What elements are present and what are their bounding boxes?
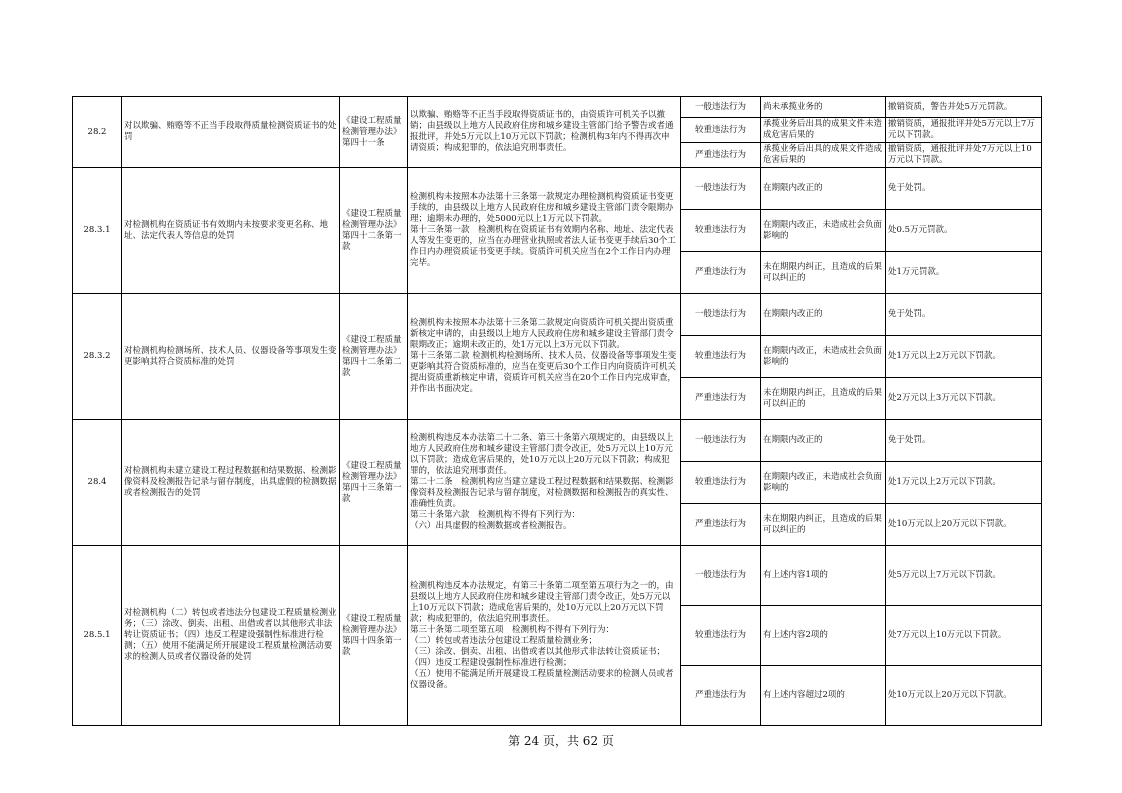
penalty-standard: 处0.5万元罚款。: [886, 210, 1042, 252]
penalty-standard: 处7万元以上10万元以下罚款。: [886, 606, 1042, 666]
violation-item: 对检测机构未建立建设工程过程数据和结果数据、检测影像资料及检测报告记录与留存制度，出具虚假的检测数据或者检测报告的处罚: [122, 420, 340, 546]
penalty-standard: 处5万元以上7万元以下罚款。: [886, 546, 1042, 606]
penalty-standard: 免于处罚。: [886, 168, 1042, 210]
violation-level: 严重违法行为: [681, 378, 761, 420]
circumstance: 未在期限内纠正，且造成的后果可以纠正的: [761, 252, 886, 294]
legal-basis: 《建设工程质量检测管理办法》第四十二条第二款: [340, 294, 408, 420]
clause-paragraph: （四）违反工程建设强制性标准进行检测；: [410, 657, 572, 668]
item-number: 28.2: [73, 97, 122, 168]
violation-level: 一般违法行为: [681, 546, 761, 606]
penalty-standard: 撤销资质，通报批评并处5万元以上7万元以下罚款。: [886, 118, 1042, 143]
table-row: [73, 294, 1042, 336]
clause-paragraph: 第二十二条 检测机构应当建立建设工程过程数据和结果数据、检测影像资料及检测报告记录与留存制度，对检测数据和检测报告的真实性、准确性负责。: [410, 477, 674, 509]
penalty-standard: 免于处罚。: [886, 420, 1042, 462]
penalty-standard: 处1万元以上2万元以下罚款。: [886, 336, 1042, 378]
violation-level: 较重违法行为: [681, 462, 761, 504]
page-number: 第 24 页，共 62 页: [508, 734, 614, 748]
penalty-standard: 免于处罚。: [886, 294, 1042, 336]
clause-paragraph: （二）转包或者违法分包建设工程质量检测业务；: [410, 635, 598, 646]
clause-paragraph: 检测机构未按照本办法第十三条第一款规定办理检测机构资质证书变更手续的，由县级以上地方人民政府住房和城乡建设主管部门责令限期办理；逾期未办理的，处5000元以上1万元以下罚款。: [410, 192, 674, 224]
legal-basis: 《建设工程质量检测管理办法》第四十二条第一款: [340, 168, 408, 294]
violation-item: 对检测机构（二）转包或者违法分包建设工程质量检测业务；（三）涂改、倒卖、出租、出借或者以其他形式非法转让资质证书；（四）违反工程建设强制性标准进行检测；（五）使用不能满足所开展建设工程质量检测活动要求的检测人员或者仪器设备的处罚: [122, 546, 340, 726]
penalty-standard: 撤销资质，通报批评并处7万元以上10万元以下罚款。: [886, 143, 1042, 168]
clause-paragraph: （六）出具虚假的检测数据或者检测报告。: [410, 521, 572, 531]
penalty-standards-table: [72, 96, 1042, 726]
circumstance: 有上述内容2项的: [761, 606, 886, 666]
circumstance: 有上述内容1项的: [761, 546, 886, 606]
circumstance: 承揽业务后出具的成果文件造成危害后果的: [761, 143, 886, 168]
penalty-standard: 处2万元以上3万元以下罚款。: [886, 378, 1042, 420]
clause-paragraph: （三）涂改、倒卖、出租、出借或者以其他形式非法转让资质证书；: [410, 646, 666, 657]
violation-level: 较重违法行为: [681, 606, 761, 666]
item-number: 28.3.1: [73, 168, 122, 294]
violation-level: 较重违法行为: [681, 118, 761, 143]
circumstance: 在期限内改正的: [761, 294, 886, 336]
clause-paragraph: 检测机构违反本办法规定，有第三十条第二项至第五项行为之一的，由县级以上地方人民政府住房和城乡建设主管部门责令改正，处5万元以上10万元以下罚款；造成危害后果的，处10万元以上20万元以下罚款；构成犯罪的，依法追究刑事责任。: [410, 580, 674, 624]
legal-clause: [408, 294, 681, 420]
violation-level: 较重违法行为: [681, 210, 761, 252]
legal-basis: 《建设工程质量检测管理办法》第四十一条: [340, 97, 408, 168]
clause-paragraph: 检测机构违反本办法第二十二条、第三十条第六项规定的，由县级以上地方人民政府住房和城乡建设主管部门责令改正，处5万元以上10万元以下罚款；造成危害后果的，处10万元以上20万元以下罚款；构成犯罪的，依法追究刑事责任。: [410, 433, 674, 476]
legal-basis: 《建设工程质量检测管理办法》第四十三条第一款: [340, 420, 408, 546]
circumstance: 在期限内改正，未造成社会负面影响的: [761, 336, 886, 378]
item-number: 28.3.2: [73, 294, 122, 420]
circumstance: 在期限内改正，未造成社会负面影响的: [761, 210, 886, 252]
clause-paragraph: 第十三条第二款 检测机构检测场所、技术人员、仪器设备等事项发生变更影响其符合资质标准的，应当在变更后30个工作日内向资质许可机关提出资质重新核定申请，资质许可机关应当在20个工作日内完成审查，并作出书面决定。: [410, 351, 677, 394]
penalty-standard: 处10万元以上20万元以下罚款。: [886, 666, 1042, 726]
item-number: 28.5.1: [73, 546, 122, 726]
legal-clause: [408, 546, 681, 726]
table-row: [73, 97, 1042, 118]
violation-level: 一般违法行为: [681, 97, 761, 118]
clause-paragraph: （五）使用不能满足所开展建设工程质量检测活动要求的检测人员或者仪器设备。: [410, 668, 674, 690]
violation-item: 对检测机构检测场所、技术人员、仪器设备等事项发生变更影响其符合资质标准的处罚: [122, 294, 340, 420]
legal-clause: [408, 97, 681, 168]
circumstance: 在期限内改正的: [761, 420, 886, 462]
legal-basis: 《建设工程质量检测管理办法》第四十四条第一款: [340, 546, 408, 726]
violation-level: 一般违法行为: [681, 420, 761, 462]
violation-level: 较重违法行为: [681, 336, 761, 378]
item-number: 28.4: [73, 420, 122, 546]
penalty-standard: 处1万元以上2万元以下罚款。: [886, 462, 1042, 504]
circumstance: 尚未承揽业务的: [761, 97, 886, 118]
circumstance: 有上述内容超过2项的: [761, 666, 886, 726]
circumstance: 未在期限内纠正，且造成的后果可以纠正的: [761, 504, 886, 546]
clause-paragraph: 第三十条第二项至第五项 检测机构不得有下列行为：: [410, 624, 615, 635]
circumstance: 在期限内改正的: [761, 168, 886, 210]
penalty-standard: 撤销资质，警告并处5万元罚款。: [886, 97, 1042, 118]
violation-item: 对以欺骗、贿赂等不正当手段取得质量检测资质证书的处罚: [122, 97, 340, 168]
table-row: [73, 168, 1042, 210]
circumstance: 在期限内改正，未造成社会负面影响的: [761, 462, 886, 504]
violation-level: 严重违法行为: [681, 504, 761, 546]
legal-clause: [408, 420, 681, 546]
violation-level: 严重违法行为: [681, 666, 761, 726]
violation-level: 严重违法行为: [681, 143, 761, 168]
clause-paragraph: 第十三条第一款 检测机构在资质证书有效期内名称、地址、法定代表人等发生变更的，应当在办理营业执照或者法人证书变更手续后30个工作日内办理资质证书变更手续。资质许可机关应当在2个工作日内办理完毕。: [410, 225, 676, 268]
circumstance: 承揽业务后出具的成果文件未造成危害后果的: [761, 118, 886, 143]
clause-paragraph: 检测机构未按照本办法第十三条第二款规定向资质许可机关提出资质重新核定申请的，由县级以上地方人民政府住房和城乡建设主管部门责令限期改正；逾期未改正的，处1万元以上3万元以下罚款。: [410, 318, 674, 350]
legal-clause: [408, 168, 681, 294]
violation-item: 对检测机构在资质证书有效期内未按要求变更名称、地址、法定代表人等信息的处罚: [122, 168, 340, 294]
penalty-standard: 处1万元罚款。: [886, 252, 1042, 294]
table-row: [73, 420, 1042, 462]
violation-level: 严重违法行为: [681, 252, 761, 294]
penalty-standard: 处10万元以上20万元以下罚款。: [886, 504, 1042, 546]
clause-paragraph: 第三十条第六款 检测机构不得有下列行为：: [410, 510, 581, 520]
circumstance: 未在期限内纠正，且造成的后果可以纠正的: [761, 378, 886, 420]
violation-level: 一般违法行为: [681, 294, 761, 336]
violation-level: 一般违法行为: [681, 168, 761, 210]
table-row: [73, 546, 1042, 606]
clause-paragraph: 以欺骗、贿赂等不正当手段取得资质证书的，由资质许可机关予以撤销；由县级以上地方人民政府住房和城乡建设主管部门给予警告或者通报批评，并处5万元以上10万元以下罚款；检测机构3年内不得再次申请资质；构成犯罪的，依法追究刑事责任。: [410, 110, 674, 153]
